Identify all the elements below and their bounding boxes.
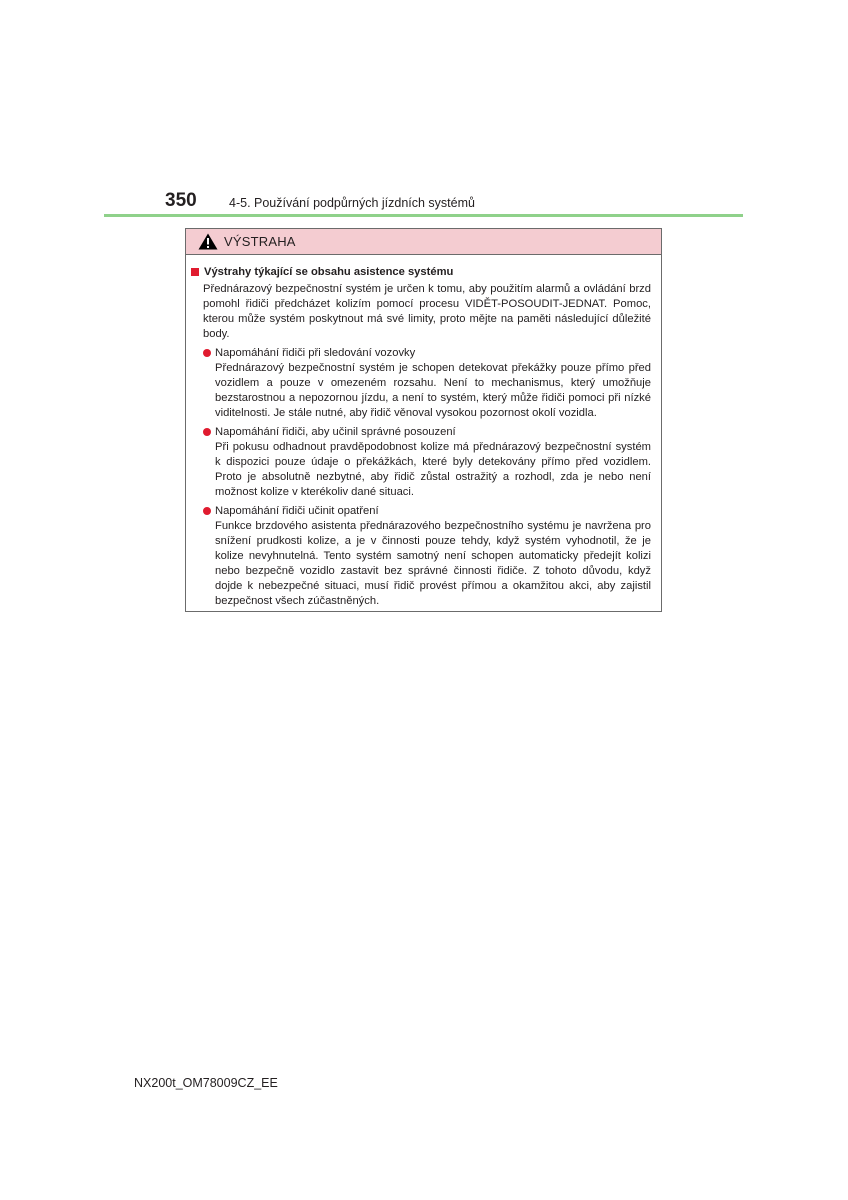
square-bullet-icon bbox=[191, 268, 199, 276]
list-item-heading bbox=[203, 346, 651, 361]
warning-label: VÝSTRAHA bbox=[224, 234, 296, 249]
warning-heading bbox=[190, 265, 651, 280]
warning-box bbox=[185, 228, 662, 612]
warning-intro: Přednárazový bezpečnostní systém je určen k tomu, aby použitím alarmů a ovládání brzd pomohl řidiči předcházet kolizím pomocí procesu VIDĚT-POSOUDIT-JEDNAT. Pomoc, kterou může systém poskytnout má své limity, proto mějte na paměti následující důležité body. bbox=[203, 283, 651, 340]
list-item-title: Napomáhání řidiči učinit opatření bbox=[215, 505, 379, 517]
list-item bbox=[203, 425, 651, 500]
list-item-text: Při pokusu odhadnout pravděpodobnost kolize má přednárazový bezpečnostní systém k dispozici pouze údaje o překážkách, které byly detekovány přímo před vozidlem. Proto je absolutně nezbytné, aby řidič zůstal ostražitý a rozhodl, zda je nebo není možnost kolize v kterékoliv dané situaci. bbox=[215, 441, 651, 498]
header-rule bbox=[104, 214, 743, 217]
circle-bullet-icon bbox=[203, 507, 211, 515]
warning-header bbox=[186, 229, 661, 255]
list-item bbox=[203, 504, 651, 609]
list-item-heading bbox=[203, 425, 651, 440]
warning-heading-text: Výstrahy týkající se obsahu asistence systému bbox=[204, 266, 454, 278]
list-item-heading bbox=[203, 504, 651, 519]
circle-bullet-icon bbox=[203, 349, 211, 357]
list-item-text: Přednárazový bezpečnostní systém je schopen detekovat překážky pouze přímo před vozidlem a pouze v omezeném rozsahu. Není to mechanismus, který umožňuje bezstarostnou a nepozornou jízdu, a není to systém, který může řidiči pomoci při nízké viditelnosti. Je stále nutné, aby řidič věnoval vysokou pozornost okolí vozidla. bbox=[215, 362, 651, 419]
list-item bbox=[203, 346, 651, 421]
list-item-text: Funkce brzdového asistenta přednárazového bezpečnostního systému je navržena pro snížení prudkosti kolize, a je v činnosti pouze tehdy, když systém vyhodnotil, že je kolize nevyhnutelná. Tento systém samotný není schopen automaticky předejít kolizi nebo bezpečně vozidlo zastavit bez správné činnosti řidiče. Z tohoto důvodu, když dojde k nebezpečné situaci, musí řidič provést přímou a okamžitou akci, aby zajistil bezpečnost všech zúčastněných. bbox=[215, 520, 651, 607]
list-item-title: Napomáhání řidiči, aby učinil správné posouzení bbox=[215, 426, 456, 438]
circle-bullet-icon bbox=[203, 428, 211, 436]
section-title: 4-5. Používání podpůrných jízdních systémů bbox=[229, 196, 475, 210]
footer-code: NX200t_OM78009CZ_EE bbox=[134, 1076, 278, 1090]
page-number: 350 bbox=[165, 190, 197, 211]
list-item-title: Napomáhání řidiči při sledování vozovky bbox=[215, 347, 416, 359]
warning-triangle-icon bbox=[198, 233, 218, 250]
warning-body bbox=[186, 255, 661, 609]
